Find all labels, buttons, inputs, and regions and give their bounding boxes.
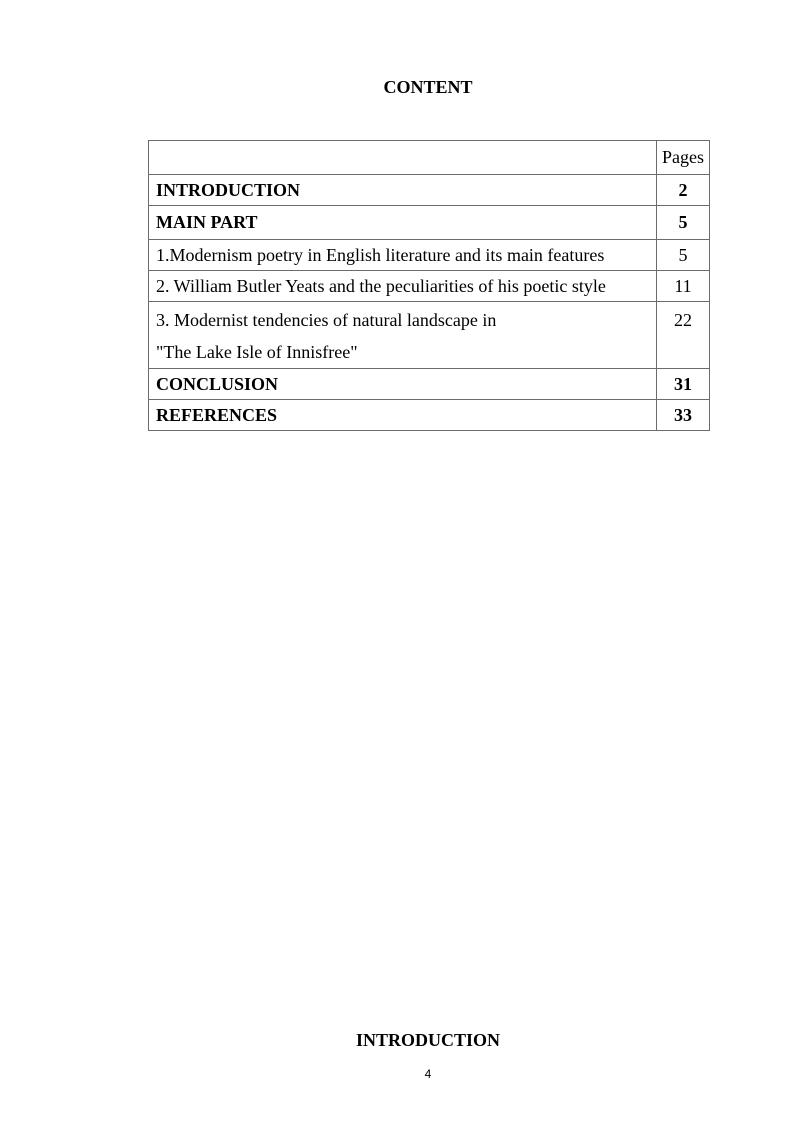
table-row [149,400,710,431]
table-row [149,175,710,206]
toc-entry-modernism-poetry: 1.Modernism poetry in English literature and its main features [149,240,657,271]
pages-column-header: Pages [657,141,710,175]
table-row [149,206,710,240]
table-of-contents [148,140,710,431]
toc-page-number: 31 [657,369,710,400]
toc-page-number: 5 [657,206,710,240]
table-row [149,302,710,369]
toc-page-number: 11 [657,271,710,302]
table-header-row [149,141,710,175]
section-heading-introduction: INTRODUCTION [355,1030,501,1050]
toc-page-number: 5 [657,240,710,271]
toc-page-number-value: 22 [674,310,692,330]
toc-entry-introduction: INTRODUCTION [149,175,657,206]
page-number: 4 [424,1067,432,1081]
toc-entry-line-2: "The Lake Isle of Innisfree" [156,342,358,362]
toc-entry-references: REFERENCES [149,400,657,431]
toc-page-number [657,302,710,369]
toc-page-number: 33 [657,400,710,431]
table-row [149,369,710,400]
toc-entry-line-1: 3. Modernist tendencies of natural landscape in [156,310,497,330]
toc-entry-modernist-tendencies [149,302,657,369]
toc-entry-main-part: MAIN PART [149,206,657,240]
table-row [149,240,710,271]
toc-page-number: 2 [657,175,710,206]
toc-entry-conclusion: CONCLUSION [149,369,657,400]
header-empty-cell [149,141,657,175]
toc-entry-yeats-style: 2. William Butler Yeats and the peculiarities of his poetic style [149,271,657,302]
table-row [149,271,710,302]
document-title: CONTENT [383,77,473,97]
